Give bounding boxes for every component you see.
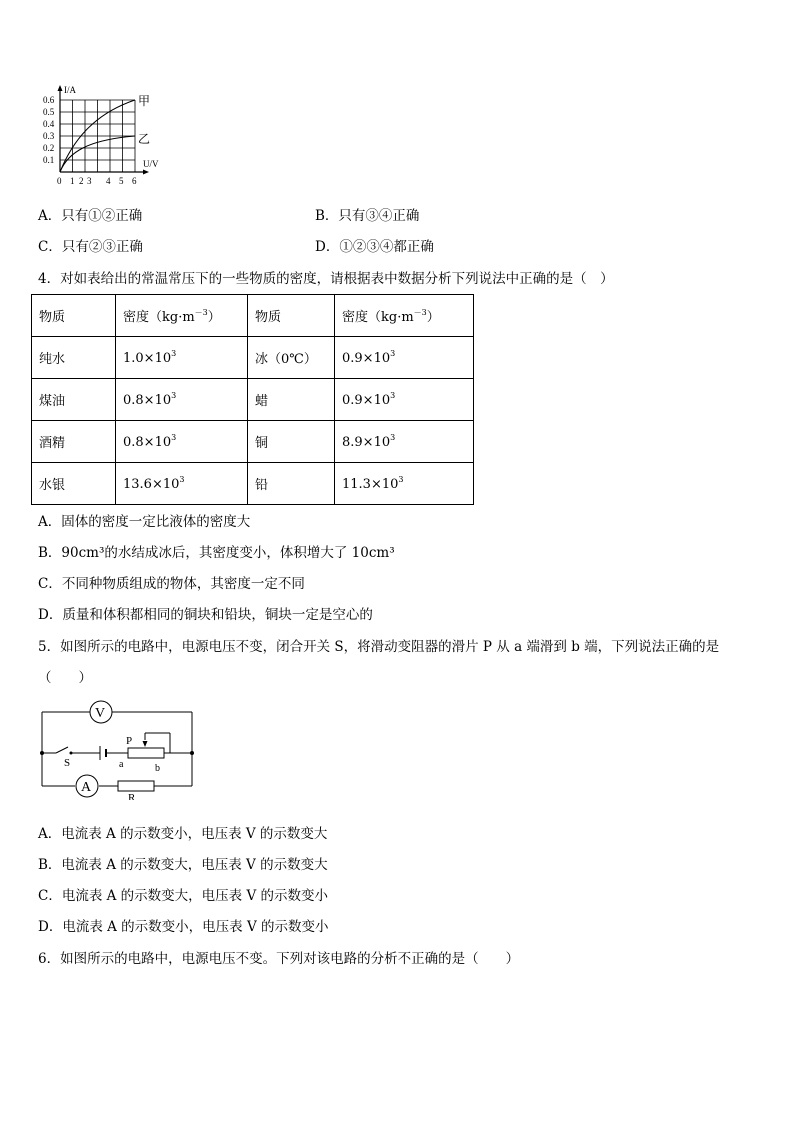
table-header-cell: 物质 [32,295,116,337]
junction-dot [190,751,194,755]
switch-label: S [64,757,71,769]
table-cell: $11.3\times 10^3$ [335,463,474,505]
q5-circuit-diagram [38,700,198,800]
table-cell: $8.9\times 10^3$ [335,421,474,463]
q3-option-b[interactable]: B．只有③④正确 [315,208,420,224]
x-tick: 1 [70,176,75,186]
q3-option-c[interactable]: C．只有②③正确 [38,239,143,255]
y-axis-label: I/A [64,85,76,95]
x-axis-arrow [143,170,149,175]
series-label-yi: 乙 [138,132,151,146]
table-header-cell: 密度$(kg\cdot m^{-3})$ [335,295,474,337]
table-row [32,379,474,421]
y-tick: 0.5 [43,107,55,117]
circuit-wires [42,712,192,786]
x-tick: 2 [79,176,84,186]
table-cell: 酒精 [32,421,116,463]
graph-grid [60,100,135,172]
slider-arrow [143,741,148,747]
ammeter-label: A [81,780,92,795]
x-tick: 6 [132,176,137,186]
end-a-label: a [119,759,124,770]
table-cell: 铅 [248,463,335,505]
density-table [31,294,474,505]
y-tick: 0.2 [43,143,55,153]
q4-option-a[interactable]: A．固体的密度一定比液体的密度大 [38,514,251,530]
table-cell: 铜 [248,421,335,463]
table-header-cell: 密度$(kg\cdot m^{-3})$ [116,295,248,337]
table-cell: 蜡 [248,379,335,421]
table-header-cell: 物质 [248,295,335,337]
slider-label: P [126,735,133,747]
series-label-jia: 甲 [138,94,151,108]
q5-option-d[interactable]: D．电流表 A 的示数变小，电压表 V 的示数变小 [38,919,329,935]
x-tick: 0 [57,176,62,186]
table-cell: $0.8\times 10^3$ [116,421,248,463]
q4-option-b[interactable]: B．90cm³的水结成冰后，其密度变小，体积增大了 10cm³ [38,545,395,561]
y-axis-arrow [58,85,63,91]
q3-option-a[interactable]: A．只有①②正确 [38,208,143,224]
table-cell: $0.9\times 10^3$ [335,379,474,421]
table-cell: 纯水 [32,337,116,379]
table-cell: $1.0\times 10^3$ [116,337,248,379]
table-row [32,463,474,505]
x-tick: 3 [87,176,92,186]
iu-graph [38,80,168,190]
q3-option-d[interactable]: D．①②③④都正确 [315,239,434,255]
table-header-row [32,295,474,337]
switch-contact [70,752,73,755]
table-cell: 水银 [32,463,116,505]
q5-option-a[interactable]: A．电流表 A 的示数变小，电压表 V 的示数变大 [38,826,328,842]
q4-option-c[interactable]: C．不同种物质组成的物体，其密度一定不同 [38,576,305,592]
table-cell: 煤油 [32,379,116,421]
rheostat [128,748,164,758]
resistor-label: R [128,792,136,800]
x-tick: 4 [106,176,111,186]
q6-stem: 6．如图所示的电路中，电源电压不变。下列对该电路的分析不正确的是（ ） [38,951,520,967]
q4-stem: 4．对如表给出的常温常压下的一些物质的密度，请根据表中数据分析下列说法中正确的是（ ） [38,271,614,287]
table-row [32,421,474,463]
q5-stem: 5．如图所示的电路中，电源电压不变，闭合开关 S，将滑动变阻器的滑片 P 从 a 端滑到 b 端，下列说法正确的是 [38,639,720,655]
y-tick: 0.3 [43,131,55,141]
table-cell: $0.9\times 10^3$ [335,337,474,379]
end-b-label: b [155,763,160,774]
table-cell: $0.8\times 10^3$ [116,379,248,421]
q4-option-d[interactable]: D．质量和体积都相同的铜块和铅块，铜块一定是空心的 [38,607,373,623]
table-row [32,337,474,379]
junction-dot [40,751,44,755]
y-tick: 0.1 [43,155,55,165]
y-tick: 0.6 [43,95,55,105]
x-axis-label: U/V [143,159,159,169]
y-tick: 0.4 [43,119,55,129]
x-tick: 5 [119,176,124,186]
table-cell: $13.6\times 10^3$ [116,463,248,505]
q5-option-b[interactable]: B．电流表 A 的示数变大，电压表 V 的示数变大 [38,857,328,873]
resistor-r [118,781,154,791]
q5-stem-paren: （ ） [38,670,92,686]
q5-option-c[interactable]: C．电流表 A 的示数变大，电压表 V 的示数变小 [38,888,328,904]
voltmeter-label: V [95,706,106,721]
table-cell: 冰（0℃） [248,337,335,379]
